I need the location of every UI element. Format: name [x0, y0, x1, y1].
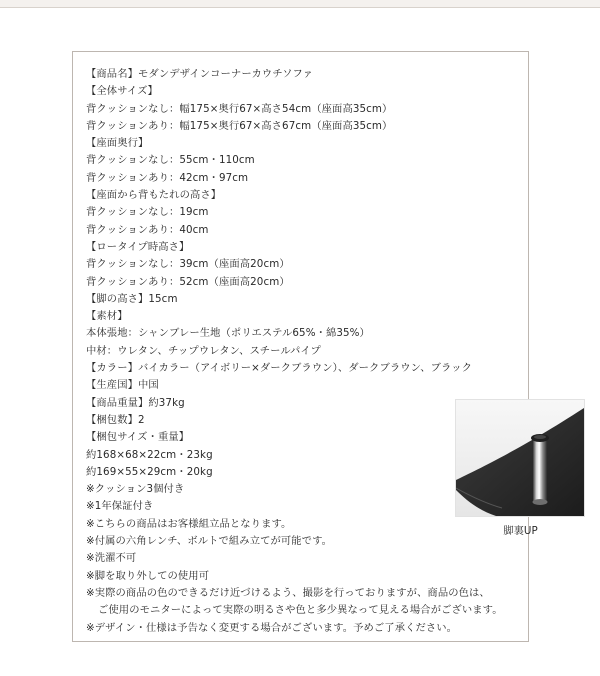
spec-product-name: 【商品名】モダンデザインコーナーカウチソファ	[86, 68, 314, 80]
spec-note: ※クッション3個付き	[86, 483, 185, 496]
spec-package-count: 【梱包数】2	[86, 413, 145, 426]
spec-line: 約168×68×22cm・23kg	[86, 448, 213, 461]
spec-line: 背クッションあり：52cm（座面高20cm）	[86, 275, 290, 288]
spec-note-continued: ご使用のモニターによって実際の明るさや色と多少異なって見える場合がございます。	[98, 604, 503, 617]
spec-note: ※こちらの商品はお客様組立品となります。	[86, 517, 292, 530]
spec-package-size-heading: 【梱包サイズ・重量】	[86, 431, 190, 444]
spec-note: ※実際の商品の色のできるだけ近づけるよう、撮影を行っておりますが、商品の色は、	[86, 586, 490, 599]
spec-line: 背クッションあり：幅175×奥行67×高さ67cm（座面高35cm）	[86, 119, 393, 132]
spec-low-type-heading: 【ロータイプ時高さ】	[86, 240, 190, 253]
spec-seat-depth-heading: 【座面奥行】	[86, 137, 149, 150]
spec-weight: 【商品重量】約37kg	[86, 396, 185, 409]
photo-caption: 脚裏UP	[503, 525, 538, 537]
spec-line: 背クッションあり：42cm・97cm	[86, 171, 249, 184]
spec-overall-size-heading: 【全体サイズ】	[86, 85, 158, 98]
spec-origin: 【生産国】中国	[86, 379, 159, 392]
spec-note: ※洗濯不可	[86, 552, 137, 565]
sofa-leg-photo	[455, 399, 585, 517]
spec-note: ※デザイン・仕様は予告なく変更する場合がございます。予めご了承ください。	[86, 621, 458, 634]
spec-note: ※脚を取り外しての使用可	[86, 569, 210, 582]
spec-backrest-height-heading: 【座面から背もたれの高さ】	[86, 189, 222, 202]
spec-line: 約169×55×29cm・20kg	[86, 465, 213, 478]
spec-list	[86, 66, 503, 637]
spec-line: 背クッションなし：39cm（座面高20cm）	[86, 258, 290, 271]
spec-line: 背クッションなし：19cm	[86, 206, 209, 219]
spec-line: 背クッションあり：40cm	[86, 223, 209, 236]
spec-line: 中材：ウレタン、チップウレタン、スチールパイプ	[86, 344, 321, 357]
spec-material-heading: 【素材】	[86, 310, 128, 323]
spec-line: 背クッションなし：55cm・110cm	[86, 154, 255, 167]
spec-leg-height: 【脚の高さ】15cm	[86, 292, 178, 305]
spec-line: 背クッションなし：幅175×奥行67×高さ54cm（座面高35cm）	[86, 102, 393, 115]
spec-note: ※1年保証付き	[86, 500, 154, 513]
spec-note: ※付属の六角レンチ、ボルトで組み立てが可能です。	[86, 535, 333, 548]
top-divider	[0, 0, 600, 8]
spec-line: 本体張地：シャンブレー生地（ポリエステル65%・綿35%）	[86, 327, 370, 340]
spec-color: 【カラー】バイカラー（アイボリー×ダークブラウン）、ダークブラウン、ブラック	[86, 362, 472, 375]
